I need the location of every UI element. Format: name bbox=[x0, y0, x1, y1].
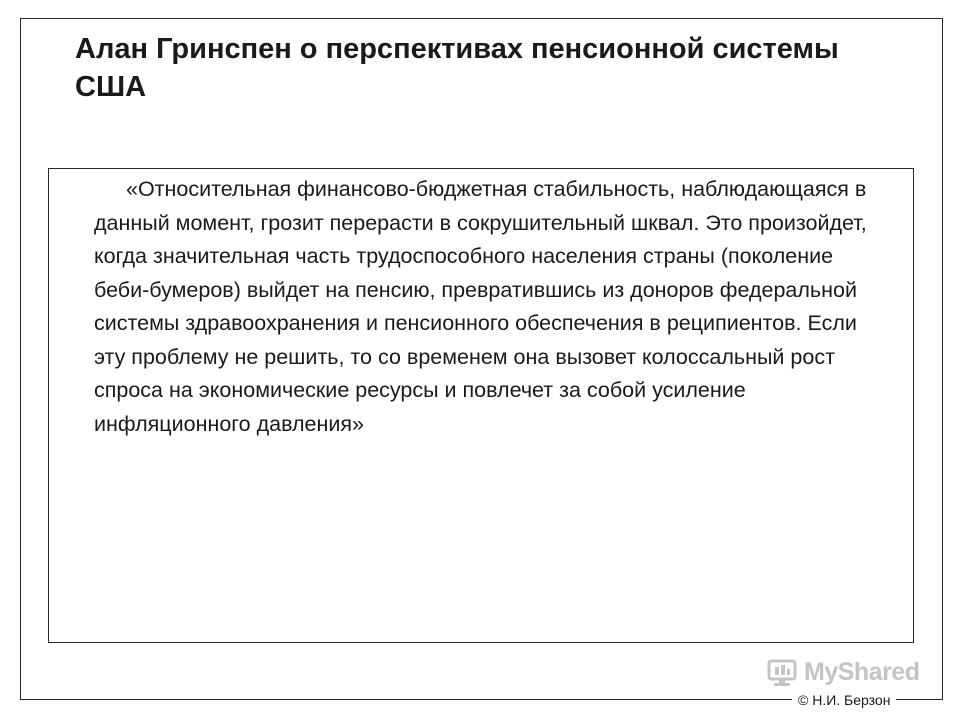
quote-text: «Относительная финансово-бюджетная стабильность, наблюдающаяся в данный момент, грозит перерасти в сокрушительный шквал. Это произойдет, когда значительная часть трудоспособного населения страны (поколение беби-бумеров) выйдет на пенсию, превратившись из доноров федеральной системы здравоохранения и пенсионного обеспечения в реципиентов. Если эту проблему не решить, то со временем она вызовет колоссальный рост спроса на экономические ресурсы и повлечет за собой усиление инфляционного давления» bbox=[94, 177, 867, 436]
watermark-text: MyShared bbox=[804, 657, 920, 686]
slide-title: Алан Гринспен о перспективах пенсионной системы США bbox=[75, 33, 839, 103]
quote-box bbox=[48, 168, 914, 643]
myshared-watermark bbox=[766, 656, 919, 688]
copyright-label: © Н.И. Берзон bbox=[792, 690, 896, 710]
myshared-logo-icon bbox=[766, 656, 798, 688]
